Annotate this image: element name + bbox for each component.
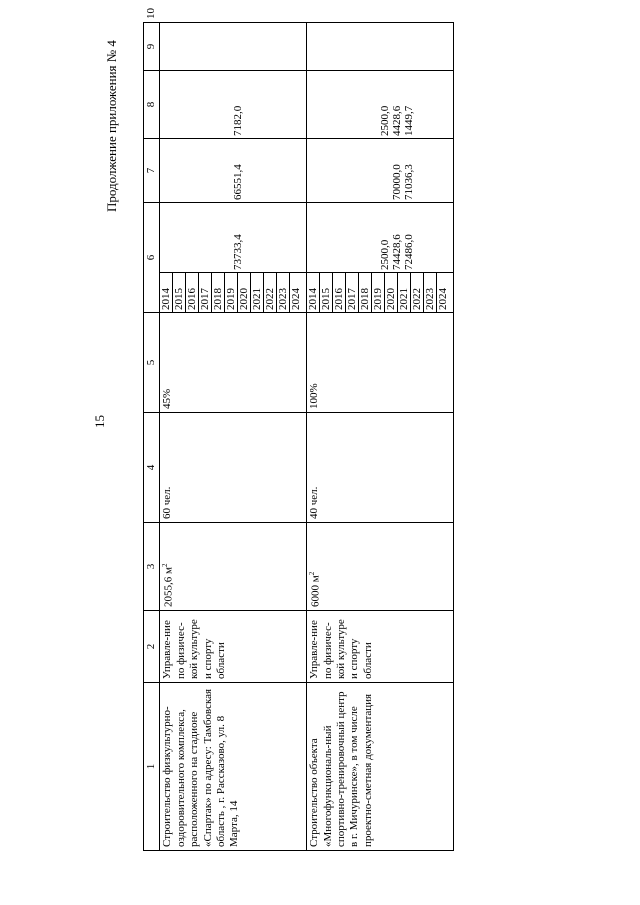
year-item: 2017	[199, 273, 212, 312]
value-item	[244, 203, 256, 272]
year-item: 2023	[277, 273, 290, 312]
table-row	[307, 23, 454, 851]
value-item	[160, 139, 172, 202]
year-item: 2018	[212, 273, 225, 312]
value-item	[343, 139, 355, 202]
value-item: 66551,4	[232, 164, 245, 200]
value-item	[172, 203, 184, 272]
value-item: 4428,6	[391, 105, 404, 136]
value-item	[331, 139, 343, 202]
value-item	[268, 203, 280, 272]
value-item	[220, 203, 232, 272]
col7-values	[160, 139, 307, 203]
value-item	[307, 139, 319, 202]
value-item: 2500,0	[379, 239, 392, 270]
value-item: 74428,6	[391, 234, 404, 270]
value-item: 71036,3	[403, 164, 416, 200]
year-item: 2014	[160, 273, 173, 312]
area-unit-sup: 2	[161, 563, 170, 568]
value-item	[307, 203, 319, 272]
value-item	[415, 71, 427, 138]
object-capacity: 40 чел.	[307, 413, 454, 523]
year-item: 2014	[307, 273, 320, 312]
value-item	[184, 203, 196, 272]
program-table-rotated	[143, 8, 454, 851]
area-value: 2055,6 м	[163, 567, 176, 607]
value-item	[343, 203, 355, 272]
value-item	[319, 71, 331, 138]
value-item	[208, 203, 220, 272]
column-number: 8	[144, 71, 160, 139]
value-item	[427, 71, 439, 138]
value-item	[268, 71, 280, 138]
object-area	[160, 523, 307, 611]
value-item	[280, 203, 292, 272]
value-item	[415, 203, 427, 272]
value-item	[367, 203, 379, 272]
object-readiness: 100%	[307, 313, 454, 413]
year-item: 2024	[290, 288, 303, 310]
object-capacity: 60 чел.	[160, 413, 307, 523]
value-item: 70000,0	[391, 164, 404, 200]
value-item	[319, 203, 331, 272]
col9-cell	[307, 23, 454, 71]
year-item: 2021	[251, 273, 264, 312]
value-item	[355, 71, 367, 138]
object-name: Строительство физкультурно-оздоровительного комплекса, расположенного на стадионе «Спартак» по адресу: Тамбовская область , г. Рассказово, ул. 8 Марта, 14	[160, 683, 307, 851]
col9-cell	[160, 23, 307, 71]
value-item	[280, 139, 292, 202]
year-list	[160, 273, 307, 313]
value-item	[220, 139, 232, 202]
value-item	[307, 71, 319, 138]
value-item	[160, 203, 172, 272]
value-item: 73733,4	[232, 234, 245, 270]
value-item	[319, 139, 331, 202]
year-item: 2023	[424, 273, 437, 312]
year-item: 2019	[225, 273, 238, 312]
value-item	[256, 139, 268, 202]
value-item	[367, 71, 379, 138]
column-number-row: 1 2 3 4 5 6 7 8 9 10	[144, 23, 160, 851]
value-item	[256, 71, 268, 138]
year-item: 2019	[372, 273, 385, 312]
value-item	[427, 139, 439, 202]
value-item: 2500,0	[379, 105, 392, 136]
col8-values	[307, 71, 454, 139]
value-item	[367, 139, 379, 202]
year-item: 2024	[437, 288, 450, 310]
table-row	[160, 23, 307, 851]
value-item	[184, 71, 196, 138]
program-table	[143, 8, 454, 851]
responsible-org: Управле-ние по физичес-кой культуре и спорту области	[160, 611, 307, 683]
value-item	[268, 139, 280, 202]
responsible-org: Управле-ние по физичес-кой культуре и спорту области	[307, 611, 454, 683]
value-item	[331, 71, 343, 138]
year-item: 2015	[173, 273, 186, 312]
page-number: 15	[92, 415, 107, 428]
column-number: 7	[144, 139, 160, 203]
year-item: 2022	[264, 273, 277, 312]
value-item	[256, 203, 268, 272]
value-item	[196, 203, 208, 272]
value-item	[160, 71, 172, 138]
value-item	[196, 71, 208, 138]
column-number: 9	[144, 23, 160, 71]
year-item: 2015	[320, 273, 333, 312]
value-item	[355, 203, 367, 272]
value-item	[184, 139, 196, 202]
year-item: 2021	[398, 273, 411, 312]
column-number: 3	[144, 523, 160, 611]
year-list	[307, 273, 454, 313]
column-number: 1	[144, 683, 160, 851]
value-item	[427, 203, 439, 272]
year-item: 2020	[385, 273, 398, 312]
value-item	[172, 71, 184, 138]
col6-values	[307, 203, 454, 273]
value-item	[244, 71, 256, 138]
value-item	[196, 139, 208, 202]
col8-values	[160, 71, 307, 139]
value-item: 72486,0	[403, 234, 416, 270]
value-item: 1449,7	[403, 105, 416, 136]
object-name: Строительство объекта «Многофункциональ-ный спортивно-тренировочный центр в г. Мичуринске», в том числе проектно-сметная документация	[307, 683, 454, 851]
year-item: 2018	[359, 273, 372, 312]
column-number: 5	[144, 313, 160, 413]
year-item: 2020	[238, 273, 251, 312]
year-item: 2016	[333, 273, 346, 312]
value-item	[379, 139, 391, 202]
value-item	[343, 71, 355, 138]
continuation-label: Продолжение приложения № 4	[104, 40, 119, 212]
value-item	[280, 71, 292, 138]
col6-values	[160, 203, 307, 273]
value-item	[355, 139, 367, 202]
value-item	[220, 71, 232, 138]
object-readiness: 45%	[160, 313, 307, 413]
value-item	[208, 139, 220, 202]
value-item	[331, 203, 343, 272]
year-item: 2017	[346, 273, 359, 312]
value-item	[415, 139, 427, 202]
area-value: 6000 м	[309, 575, 322, 607]
column-number: 4	[144, 413, 160, 523]
object-area	[307, 523, 454, 611]
value-item	[208, 71, 220, 138]
value-item	[244, 139, 256, 202]
value-item: 7182,0	[232, 105, 245, 136]
value-item	[172, 139, 184, 202]
column-number: 6	[144, 203, 160, 313]
year-item: 2022	[411, 273, 424, 312]
year-item: 2016	[186, 273, 199, 312]
column-number: 2	[144, 611, 160, 683]
col7-values	[307, 139, 454, 203]
area-unit-sup: 2	[308, 571, 317, 576]
